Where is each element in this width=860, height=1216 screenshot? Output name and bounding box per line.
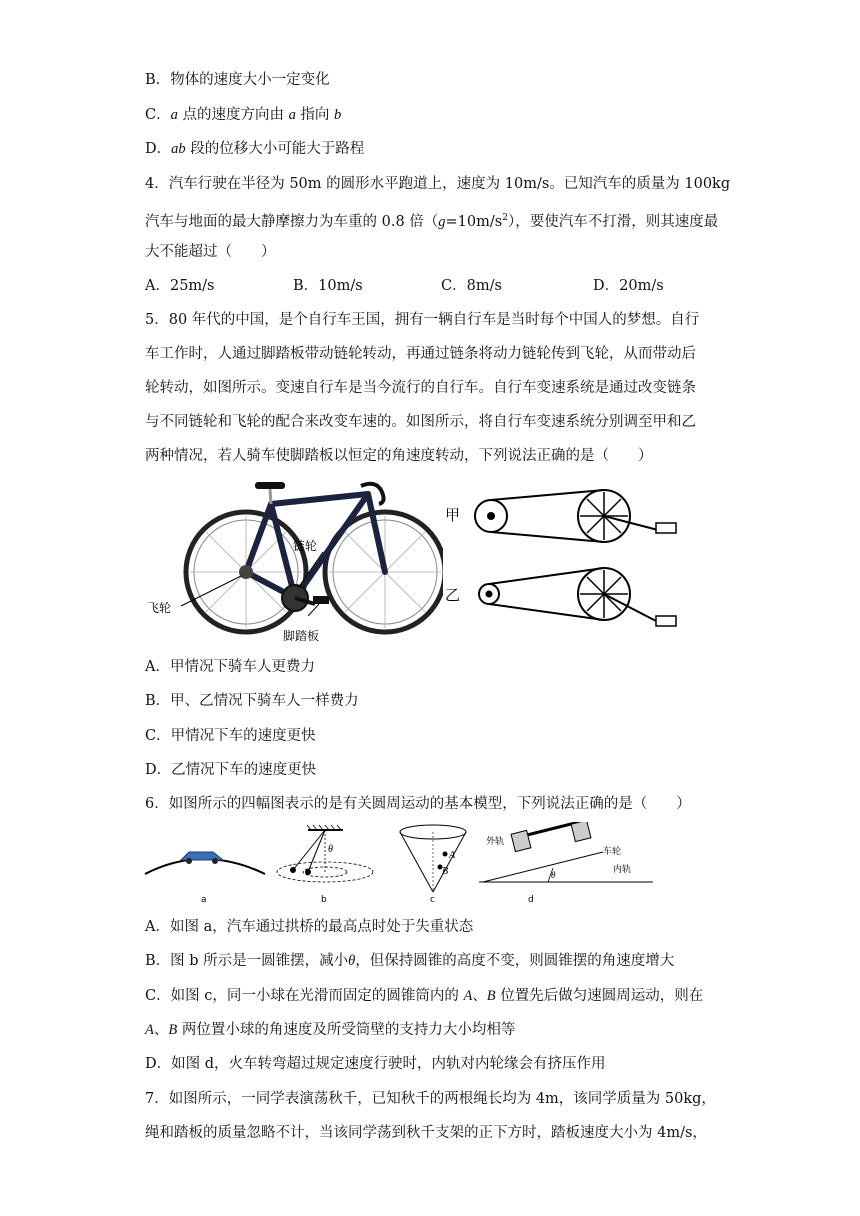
q5-stem-line2: 车工作时，人通过脚踏板带动链轮转动，再通过链条将动力链轮传到飞轮，从而带动后 (145, 346, 696, 362)
q6-option-c-line2: A、B 两位置小球的角速度及所受筒壁的支持力大小均相等 (145, 1022, 516, 1038)
fig-label-A: A (449, 850, 456, 861)
bicycle-figure (143, 476, 443, 646)
q5-option-b: B．甲、乙情况下骑车人一样费力 (145, 693, 359, 709)
label-pedal: 脚踏板 (283, 629, 320, 643)
fig-label-d: d (528, 895, 534, 905)
q4-option-c: C．8m/s (441, 278, 502, 294)
pedal (313, 596, 329, 604)
fig-label-theta-d: θ (551, 870, 556, 880)
q5-stem-line5: 两种情况，若人骑车使脚踏板以恒定的角速度转动，下列说法正确的是（ ） (145, 448, 653, 464)
label-outer-rail: 外轨 (486, 837, 505, 847)
saddle (255, 482, 285, 489)
q7-stem-line2: 绳和踏板的质量忽略不计，当该同学荡到秋千支架的正下方时，踏板速度大小为 4m/s， (145, 1125, 707, 1141)
label-wheel: 车轮 (603, 847, 622, 857)
fig-label-B: B (442, 866, 449, 877)
q3-option-c: C．a 点的速度方向由 a 指向 b (145, 107, 342, 123)
circular-motion-figures (143, 822, 688, 910)
q5-stem-line4: 与不同链轮和飞轮的配合来改变车速的。如图所示，将自行车变速系统分别调至甲和乙 (145, 414, 696, 430)
label-yi: 乙 (445, 586, 461, 604)
q5-stem-line3: 轮转动，如图所示。变速自行车是当今流行的自行车。自行车变速系统是通过改变链条 (145, 380, 696, 396)
label-jia: 甲 (445, 506, 461, 524)
q4-option-b: B．10m/s (293, 278, 363, 294)
gear-diagrams (443, 480, 688, 640)
q5-stem-line1: 5．80 年代的中国，是个自行车王国，拥有一辆自行车是当时每个中国人的梦想。自行 (145, 312, 700, 328)
inner-wheel (571, 822, 591, 842)
q6-stem: 6．如图所示的四幅图表示的是有关圆周运动的基本模型，下列说法正确的是（ ） (145, 796, 691, 812)
q5-option-a: A．甲情况下骑车人更费力 (145, 659, 315, 675)
label-flywheel: 飞轮 (147, 601, 172, 615)
q4-stem-line2: 汽车与地面的最大静摩擦力为车重的 0.8 倍$(g=10m/s^2)$，要使汽车不打滑，则其速度最 (145, 213, 719, 230)
q7-stem-line1: 7．如图所示，一同学表演荡秋千，已知秋千的两根绳长均为 4m，该同学质量为 50kg， (145, 1091, 716, 1107)
q4-option-d: D．20m/s (593, 278, 664, 294)
q6-option-a: A．如图 a，汽车通过拱桥的最高点时处于失重状态 (145, 919, 474, 935)
fig-label-b: b (321, 895, 327, 905)
fig-label-theta: θ (328, 844, 333, 855)
q3-option-b: B．物体的速度大小一定变化 (145, 72, 330, 88)
q6-option-b: B．图 b 所示是一圆锥摆，减小θ，但保持圆锥的高度不变，则圆锥摆的角速度增大 (145, 953, 675, 969)
q4-options (145, 276, 725, 296)
q3-option-d: D．ab 段的位移大小可能大于路程 (145, 141, 365, 157)
q6-option-c-line1: C．如图 c，同一小球在光滑而固定的圆锥筒内的 A、B 位置先后做匀速圆周运动，则在 (145, 988, 704, 1004)
q4-option-a: A．25m/s (145, 278, 215, 294)
label-inner-rail: 内轨 (613, 865, 632, 875)
q5-option-d: D．乙情况下车的速度更快 (145, 762, 317, 778)
q4-stem-line3: 大不能超过（ ） (145, 244, 276, 260)
fig-label-c: c (430, 895, 435, 905)
q4-stem-line1: 4．汽车行驶在半径为 50m 的圆形水平跑道上，速度为 10m/s。已知汽车的质量为 100kg (145, 176, 731, 192)
label-chainring: 链轮 (293, 539, 318, 553)
q5-option-c: C．甲情况下车的速度更快 (145, 728, 316, 744)
fig-label-a: a (201, 895, 207, 905)
arch-bridge (145, 859, 265, 874)
q6-option-d: D．如图 d，火车转弯超过规定速度行驶时，内轨对内轮缘会有挤压作用 (145, 1056, 606, 1072)
flywheel (239, 565, 253, 579)
